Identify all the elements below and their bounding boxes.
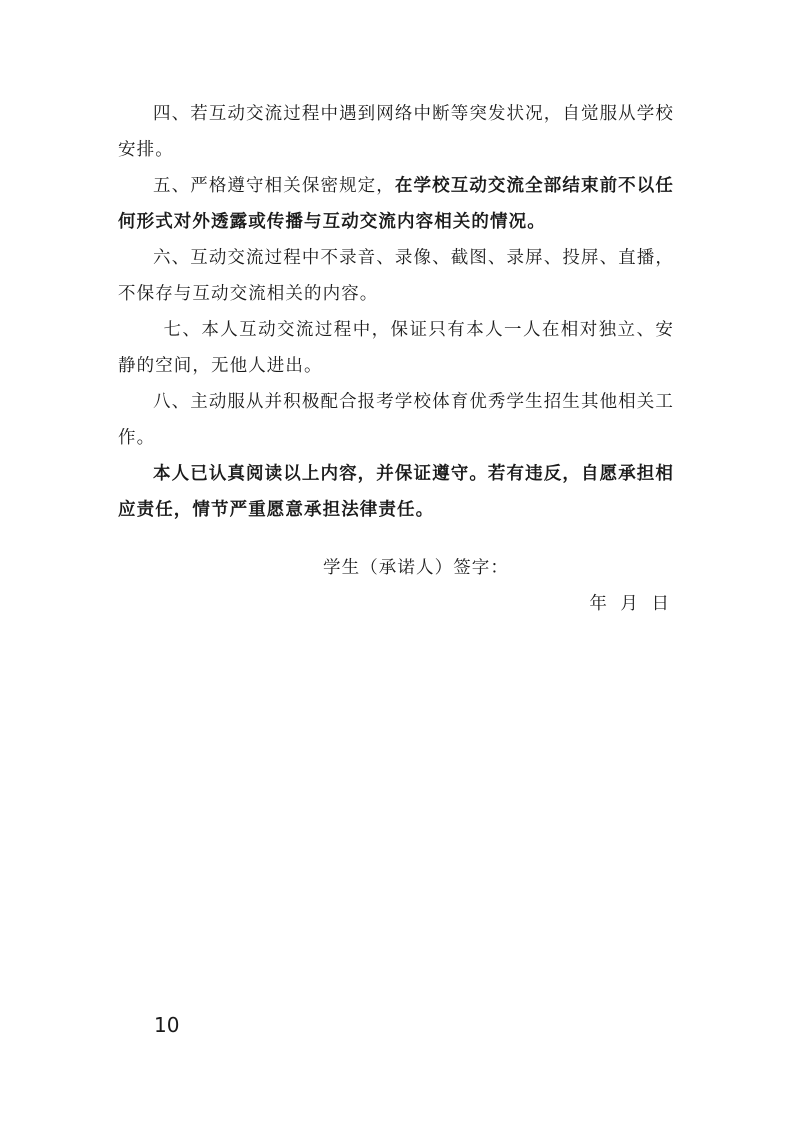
paragraph-six bbox=[118, 240, 674, 312]
paragraph-eight-text: 八、主动服从并积极配合报考学校体育优秀学生招生其他相关工作。 bbox=[118, 392, 674, 448]
paragraph-four-text: 四、若互动交流过程中遇到网络中断等突发状况，自觉服从学校安排。 bbox=[118, 104, 674, 160]
declaration-text: 本人已认真阅读以上内容，并保证遵守。若有违反，自愿承担相应责任，情节严重愿意承担法律责任。 bbox=[118, 464, 674, 520]
paragraph-five bbox=[118, 168, 674, 240]
paragraph-eight bbox=[118, 384, 674, 456]
page-number: 10 bbox=[154, 1013, 180, 1037]
paragraph-seven bbox=[118, 312, 674, 384]
paragraph-five-bold-text: 在学校互动交流全部结束前不以任何形式对外透露或传播与互动交流内容相关的情况。 bbox=[118, 176, 674, 232]
pledge-body bbox=[118, 96, 674, 528]
paragraph-four bbox=[118, 96, 674, 168]
date-label: 年 月 日 bbox=[589, 594, 669, 614]
declaration-paragraph bbox=[118, 456, 674, 528]
paragraph-five-text: 五、严格遵守相关保密规定， bbox=[153, 176, 395, 196]
paragraph-seven-text: 七、本人互动交流过程中，保证只有本人一人在相对独立、安静的空间，无他人进出。 bbox=[118, 320, 674, 376]
signature-label: 学生（承诺人）签字： bbox=[323, 558, 509, 578]
paragraph-six-text: 六、互动交流过程中不录音、录像、截图、录屏、投屏、直播，不保存与互动交流相关的内容。 bbox=[118, 248, 674, 304]
